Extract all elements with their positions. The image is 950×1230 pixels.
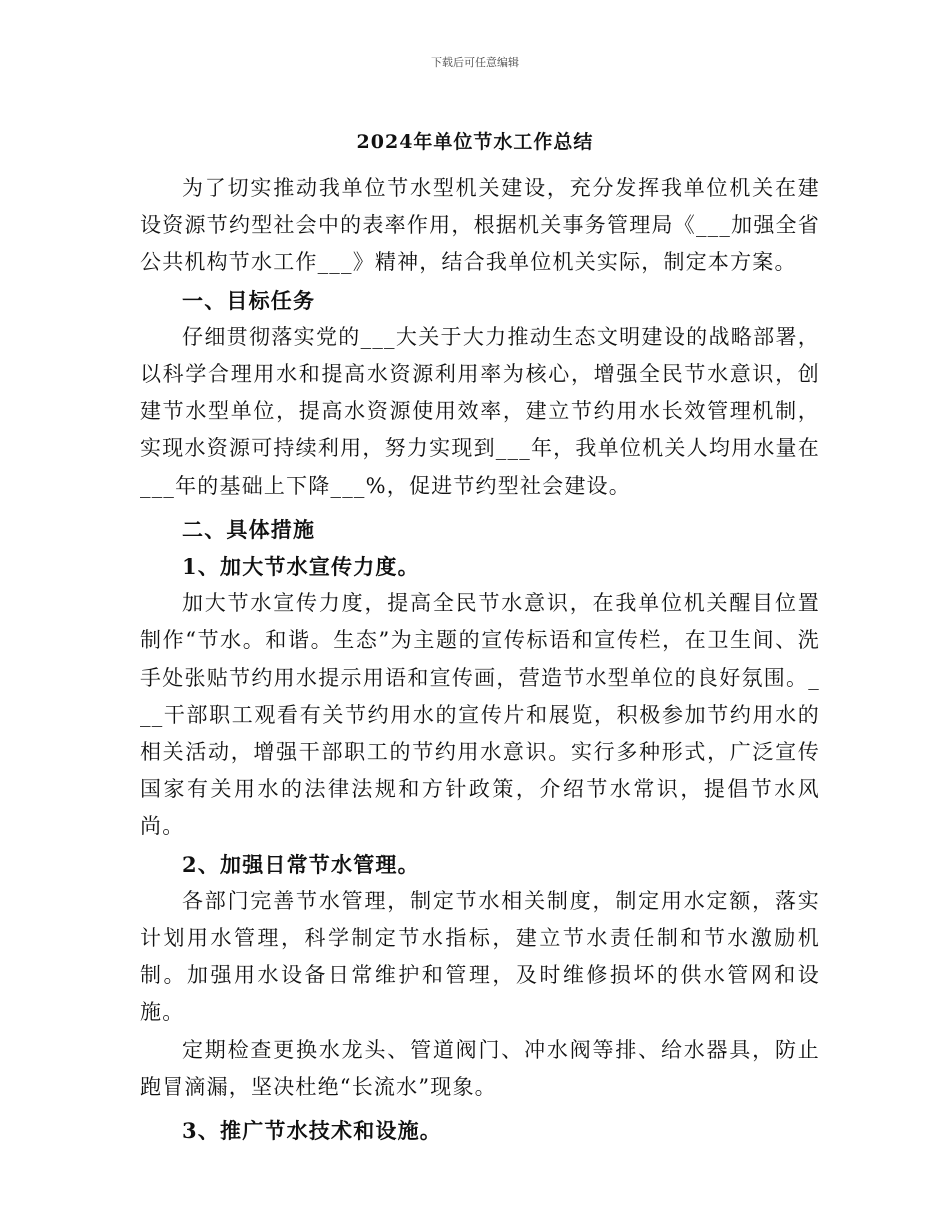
subsection2-heading: 2、加强日常节水管理。 [182,851,420,877]
page-title: 2024年单位节水工作总结 [356,131,594,153]
subsection3-heading: 3、推广节水技术和设施。 [182,1118,443,1144]
subsection1-heading: 1、加大节水宣传力度。 [182,554,420,580]
document-body [140,170,820,1149]
section1-heading: 一、目标任务 [182,287,316,313]
subsection2-paragraph-2: 定期检查更换水龙头、管道阀门、冲水阀等排、给水器具，防止跑冒滴漏，坚决杜绝“长流水”现象。 [140,1037,820,1099]
header-note: 下载后可任意编辑 [431,56,519,69]
section2-heading: 二、具体措施 [182,516,316,542]
section1-paragraph: 仔细贯彻落实党的___大关于大力推动生态文明建设的战略部署，以科学合理用水和提高水资源利用率为核心，增强全民节水意识，创建节水型单位，提高水资源使用效率，建立节约用水长效管理机制，实现水资源可持续利用，努力实现到___年，我单位机关人均用水量在___年的基础上下降___%，促进节约型社会建设。 [140,324,820,498]
intro-paragraph: 为了切实推动我单位节水型机关建设，充分发挥我单位机关在建设资源节约型社会中的表率作用，根据机关事务管理局《___加强全省公共机构节水工作___》精神，结合我单位机关实际，制定本方案。 [140,176,820,275]
subsection2-paragraph-1: 各部门完善节水管理，制定节水相关制度，制定用水定额，落实计划用水管理，科学制定节水指标，建立节水责任制和节水激励机制。加强用水设备日常维护和管理，及时维修损坏的供水管网和设施。 [140,888,820,1025]
subsection1-paragraph: 加大节水宣传力度，提高全民节水意识，在我单位机关醒目位置制作“节水。和谐。生态”为主题的宣传标语和宣传栏，在卫生间、洗手处张贴节约用水提示用语和宣传画，营造节水型单位的良好氛围。___干部职工观看有关节约用水的宣传片和展览，积极参加节约用水的相关活动，增强干部职工的节约用水意识。实行多种形式，广泛宣传国家有关用水的法律法规和方针政策，介绍节水常识，提倡节水风尚。 [140,591,820,839]
